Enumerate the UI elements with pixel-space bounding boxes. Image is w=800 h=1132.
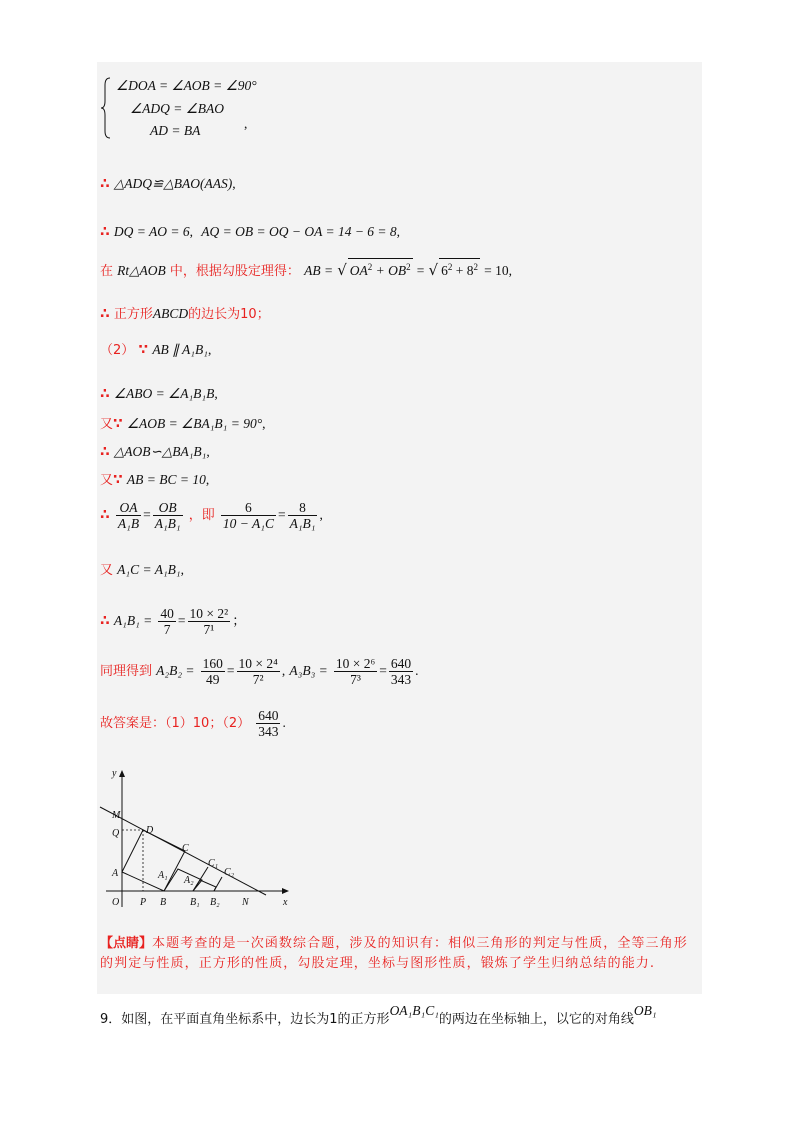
- fraction-40-7: [158, 606, 176, 637]
- sep: ,: [189, 224, 193, 239]
- denominator: A₁B₁: [289, 516, 316, 531]
- congruence-line: [100, 176, 236, 193]
- label-p: P: [140, 897, 147, 908]
- answer-line: [100, 708, 286, 739]
- parallel-expr: AB ∥ A₁B₁: [152, 342, 208, 357]
- fraction-power: [188, 606, 231, 637]
- fraction-ob: [153, 500, 183, 531]
- trail: ,: [262, 416, 266, 431]
- ab-value: = 10: [484, 263, 509, 278]
- denominator: A₁B₁: [154, 516, 181, 531]
- sqrt-numbers: $6^2 + 8^2$: [439, 258, 480, 279]
- prefix-text: 又: [100, 417, 114, 432]
- a3b3-lhs: A₃B₃ =: [289, 663, 328, 678]
- question-text-1: 如图，在平面直角坐标系中，边长为1的正方形: [121, 1012, 390, 1027]
- comment-block: [100, 934, 700, 974]
- label-b2: B₂: [210, 897, 220, 908]
- triangle-name: Rt△AOB: [117, 263, 166, 278]
- a1b1-lhs: A₁B₁ =: [113, 613, 153, 628]
- answer-text: 故答案是：（1）10；（2）: [100, 716, 251, 731]
- denominator: 7: [163, 622, 171, 637]
- trail: ,: [508, 263, 512, 278]
- fraction-160-49: [201, 656, 225, 687]
- label-o: O: [112, 897, 120, 908]
- square-abcd: [122, 830, 185, 891]
- square-name: ABCD: [152, 306, 189, 321]
- label-c1: C₁: [208, 858, 219, 869]
- square-text: 正方形: [113, 307, 153, 322]
- denominator: 343: [390, 672, 412, 687]
- question-number: 9．: [100, 1012, 122, 1027]
- ab-bc-expr: AB = BC = 10: [126, 472, 206, 487]
- ab-bc-line: [100, 472, 209, 489]
- numerator: 640: [390, 656, 412, 671]
- therefore-symbol: ∴: [100, 224, 110, 240]
- dq-expr: DQ = AO = 6: [113, 224, 190, 239]
- diagonal-name: OB₁: [633, 1003, 657, 1018]
- because-symbol: ∵: [113, 416, 123, 432]
- angle-line: [100, 386, 218, 403]
- fraction-640-343: [389, 656, 413, 687]
- trail: ,: [396, 224, 401, 239]
- ab-lhs: AB =: [304, 263, 334, 278]
- namely-text: ，即: [188, 508, 215, 523]
- prefix-text: 在: [100, 264, 114, 279]
- denominator: A₁B: [117, 516, 140, 531]
- aq-expr: AQ = OB = OQ − OA = 14 − 6 = 8: [201, 224, 397, 239]
- sqrt-symbol: √: [337, 261, 347, 279]
- label-n: N: [242, 897, 249, 908]
- question-9: [100, 1003, 657, 1027]
- answer-fraction: [256, 708, 280, 739]
- side-length-text: 的边长为10；: [188, 307, 270, 322]
- label-b: B: [160, 897, 167, 908]
- because-symbol: ∵: [113, 472, 123, 488]
- right-angle-expr: ∠AOB = ∠BA₁B₁ = 90°: [126, 416, 263, 431]
- numerator: 10 × 2⁶: [335, 656, 376, 671]
- equals: =: [226, 663, 235, 678]
- label-a2: A₂: [184, 875, 194, 886]
- numerator: 10 × 2⁴: [238, 656, 278, 671]
- because-symbol: ∵: [138, 342, 149, 358]
- equals: =: [416, 263, 425, 278]
- angle-expr: ∠ABO = ∠A₁B₁B: [113, 386, 215, 401]
- sep: ,: [281, 663, 286, 678]
- denominator: 49: [206, 672, 220, 687]
- prefix-text: 又: [100, 473, 114, 488]
- trail: ,: [206, 444, 210, 459]
- numerator: 8: [288, 500, 318, 516]
- segment-b2c2: [214, 877, 222, 891]
- geometry-diagram: [96, 762, 296, 914]
- trail: ,: [207, 342, 212, 357]
- trail: ,: [232, 176, 236, 191]
- label-x: x: [283, 897, 288, 908]
- comment-text: 本题考查的是一次函数综合题，涉及的知识有：相似三角形的判定与性质，全等三角形的判定与性质，正方形的性质，勾股定理，坐标与图形性质，锻炼了学生归纳总结的能力.: [100, 936, 688, 971]
- side-length-line: [100, 306, 270, 323]
- denominator: 10 − A₁C: [222, 516, 274, 531]
- label-c2: C₂: [224, 867, 235, 878]
- question-text-2: 的两边在坐标轴上，以它的对角线: [438, 1012, 634, 1027]
- similar-expr: △AOB∽△BA₁B₁: [113, 444, 207, 459]
- equals: =: [277, 507, 286, 522]
- label-b1: B₁: [190, 897, 200, 908]
- fraction-6: [221, 500, 276, 531]
- label-c: C: [182, 843, 189, 854]
- right-angle-line: [100, 416, 265, 433]
- trail: ,: [205, 472, 210, 487]
- numerator: 10 × 2²: [189, 606, 229, 621]
- numerator: OB: [153, 500, 183, 516]
- a1b1-line: [100, 606, 246, 637]
- pythagoras-text: 中，根据勾股定理得：: [169, 264, 300, 279]
- trail: ,: [180, 562, 184, 577]
- system-trailing-comma: ,: [244, 116, 248, 131]
- sqrt-oa-ob: $OA^2 + OB^2$: [348, 258, 413, 279]
- system-row-3: AD = BA: [150, 123, 201, 138]
- trail: ；: [232, 613, 246, 628]
- trail: ,: [214, 386, 218, 401]
- therefore-symbol: ∴: [100, 386, 110, 402]
- fraction-8: [288, 500, 318, 531]
- denominator: 343: [258, 724, 279, 739]
- equals: =: [143, 507, 151, 522]
- fraction-oa: [116, 500, 141, 531]
- equal-line: [100, 562, 184, 579]
- lengths-line: [100, 224, 400, 241]
- equal-expr: A₁C = A₁B₁: [117, 562, 181, 577]
- label-a: A: [112, 868, 119, 879]
- label-a1: A₁: [158, 870, 168, 881]
- prefix-text: 又: [100, 563, 114, 578]
- part2-line: [100, 342, 211, 359]
- segment-b1c1: [193, 867, 208, 891]
- numerator: 6: [221, 500, 276, 516]
- pythagoras-line: [100, 258, 512, 280]
- therefore-symbol: ∴: [100, 444, 110, 460]
- fraction-power-4: [237, 656, 280, 687]
- system-row-1: ∠DOA = ∠AOB = ∠90°: [116, 78, 257, 93]
- trail: .: [282, 715, 286, 730]
- congruence-expr: △ADQ≌△BAO(AAS): [113, 176, 233, 191]
- similarly-text: 同理得到: [100, 664, 153, 679]
- a2b2-lhs: A₂B₂ =: [156, 663, 195, 678]
- denominator: 7³: [350, 672, 361, 687]
- therefore-symbol: ∴: [100, 176, 110, 192]
- similarly-line: [100, 656, 418, 687]
- sqrt-symbol: √: [428, 261, 439, 279]
- numerator: OA: [116, 500, 141, 516]
- y-axis-arrow: [119, 770, 125, 777]
- therefore-symbol: ∴: [100, 306, 110, 322]
- label-q: Q: [112, 828, 120, 839]
- numerator: 640: [258, 708, 279, 723]
- equals: =: [379, 663, 387, 678]
- therefore-symbol: ∴: [100, 613, 110, 629]
- equals: =: [177, 613, 186, 628]
- trail: .: [415, 663, 419, 678]
- comment-tag: 【点睛】: [100, 936, 153, 951]
- left-brace: [101, 77, 111, 139]
- numerator: 160: [202, 656, 223, 671]
- therefore-symbol: ∴: [100, 507, 110, 523]
- part-label: （2）: [100, 343, 135, 358]
- x-axis-arrow: [282, 888, 289, 894]
- system-row-2: ∠ADQ = ∠BAO: [130, 101, 225, 116]
- label-y: y: [112, 768, 117, 779]
- denominator: 7²: [252, 672, 264, 687]
- square-name: OA₁B₁C₁: [389, 1003, 439, 1018]
- fraction-power-6: [334, 656, 377, 687]
- trail: ,: [319, 507, 323, 522]
- label-m: M: [112, 810, 121, 821]
- similar-line: [100, 444, 210, 461]
- denominator: 7¹: [203, 622, 215, 637]
- ratio-line: [100, 500, 323, 531]
- label-d: D: [146, 825, 154, 836]
- numerator: 40: [160, 606, 174, 621]
